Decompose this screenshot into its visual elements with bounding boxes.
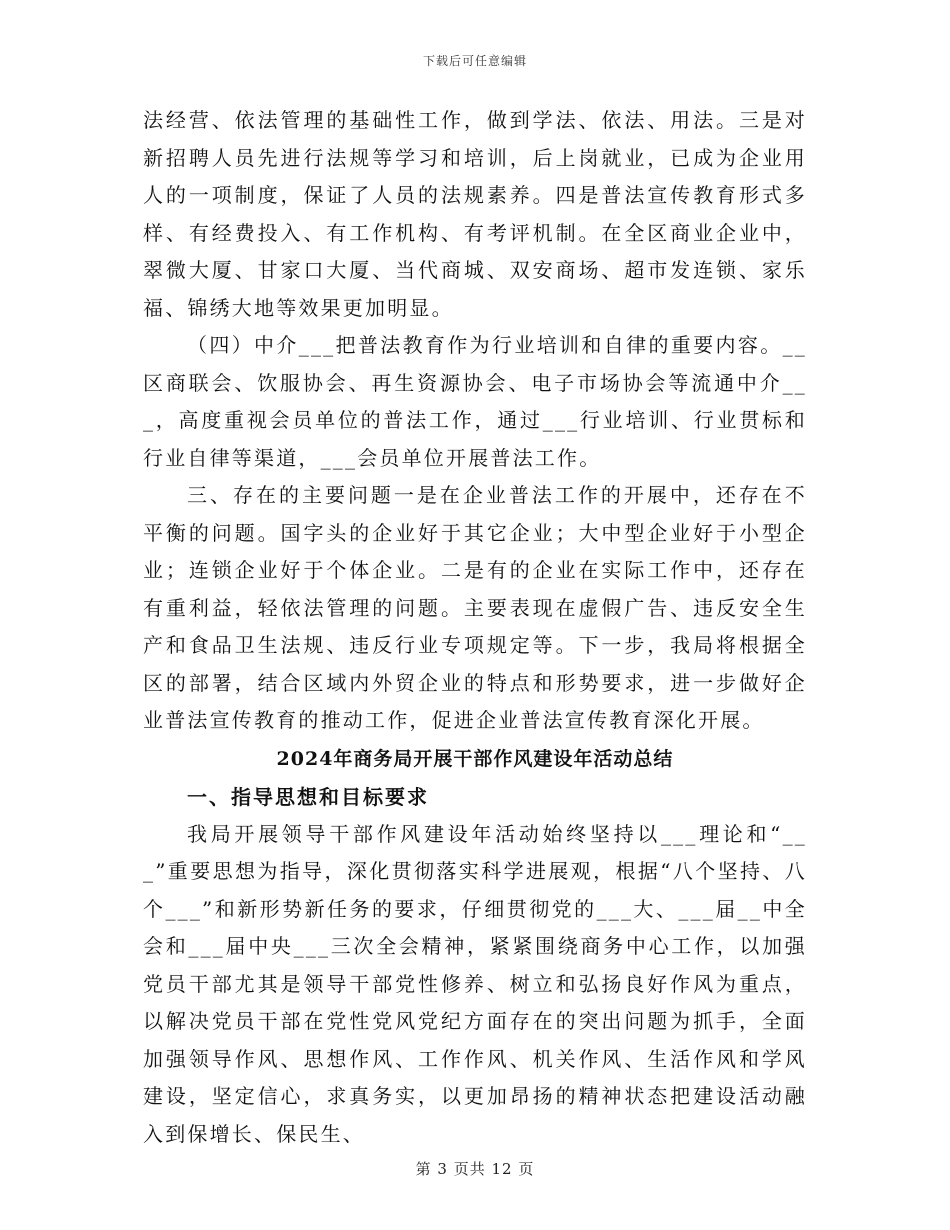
page-header: 下载后可任意编辑 (422, 54, 527, 68)
document-body (143, 102, 807, 1153)
paragraph-main-problems: 三、存在的主要问题一是在企业普法工作的开展中，还存在不平衡的问题。国字头的企业好于其它企业；大中型企业好于小型企业；连锁企业好于个体企业。二是有的企业在实际工作中，还存在有重利益，轻依法管理的问题。主要表现在虚假广告、违反安全生产和食品卫生法规、违反行业专项规定等。下一步，我局将根据全区的部署，结合区域内外贸企业的特点和形势要求，进一步做好企业普法宣传教育的推动工作，促进企业普法宣传教育深化开展。 (143, 483, 807, 732)
page-number: 第 3 页共 12 页 (415, 1160, 535, 1178)
paragraph-intermediary: （四）中介___把普法教育作为行业培训和自律的重要内容。__区商联会、饮服协会、再生资源协会、电子市场协会等流通中介___，高度重视会员单位的普法工作，通过___行业培训、行业贯标和行业自律等渠道，___会员单位开展普法工作。 (143, 333, 807, 470)
paragraph-guiding-ideology: 我局开展领导干部作风建设年活动始终坚持以___理论和“___”重要思想为指导，深化贯彻落实科学进展观，根据“八个坚持、八个___”和新形势新任务的要求，仔细贯彻党的___大、___届__中全会和___届中央___三次全会精神，紧紧围绕商务中心工作，以加强党员干部尤其是领导干部党性修养、树立和弘扬良好作风为重点，以解决党员干部在党性党风党纪方面存在的突出问题为抓手，全面加强领导作风、思想作风、工作作风、机关作风、生活作风和学风建设，坚定信心，求真务实，以更加昂扬的精神状态把建设活动融入到保增长、保民生、 (143, 821, 807, 1146)
document-title: 2024年商务局开展干部作风建设年活动总结 (276, 747, 674, 770)
section-heading-guiding-ideology: 一、指导思想和目标要求 (187, 784, 429, 809)
paragraph-continued: 法经营、依法管理的基础性工作，做到学法、依法、用法。三是对新招聘人员先进行法规等学习和培训，后上岗就业，已成为企业用人的一项制度，保证了人员的法规素养。四是普法宣传教育形式多样、有经费投入、有工作机构、有考评机制。在全区商业企业中，翠微大厦、甘家口大厦、当代商城、双安商场、超市发连锁、家乐福、锦绣大地等效果更加明显。 (143, 108, 807, 320)
